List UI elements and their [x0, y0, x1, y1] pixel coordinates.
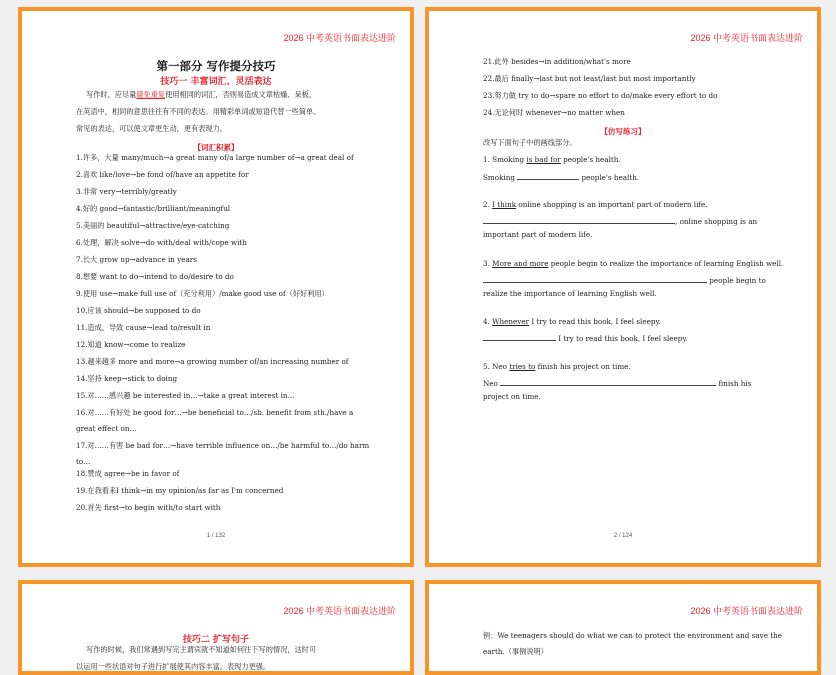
vocab-item: 20.首先 first→to begin with/to start with: [76, 503, 221, 512]
vocab-item: 23.努力做 try to do→spare no effort to do/make every effort to do: [483, 91, 718, 100]
exercise-2-answer: , online shopping is an: [483, 217, 757, 227]
vocab-item: 12.知道 know→come to realize: [76, 340, 186, 349]
vocab-item: 6.处理，解决 solve→do with/deal with/cope with: [76, 238, 247, 247]
body-line: 以运用一些状语对句子进行扩展使其内容丰富，表现力更强。: [76, 662, 271, 671]
highlight-text: 避免重复: [136, 90, 166, 99]
section-subtitle: 技巧二 扩写句子: [182, 635, 250, 645]
vocab-item: 8.想要 want to do→intend to do/desire to do: [76, 272, 234, 281]
vocab-item: great effect on…: [76, 424, 137, 433]
exercise-3-answer-cont: realize the importance of learning English well.: [483, 289, 657, 298]
exercise-3-answer: people begin to: [483, 276, 766, 286]
vocab-item: 7.长大 grow up→advance in years: [76, 255, 197, 264]
page-header: 2026 中考英语书面表达进阶: [283, 33, 396, 43]
vocab-item: 15.对……感兴趣 be interested in…→take a great interest in…: [76, 391, 295, 400]
part-title: 第一部分 写作提分技巧: [156, 59, 276, 73]
body-line: 例：We teenagers should do what we can to protect the environment and save the: [483, 631, 783, 640]
answer-blank[interactable]: [500, 379, 716, 386]
exercise-4-sentence: 4. Whenever I try to read this book, I feel sleepy.: [483, 317, 661, 326]
exercise-2-answer-cont: important part of modern life.: [483, 230, 593, 239]
body-line: 写作的时候，我们常遇到写完主谓宾就不知道如何往下写的情况，这时可: [86, 645, 317, 654]
vocab-item: 18.赞成 agree→be in favor of: [76, 469, 180, 478]
exercise-5-sentence: 5. Neo tries to finish his project on time.: [483, 362, 631, 371]
page-number: 2 / 124: [613, 533, 633, 539]
vocab-item: 5.美丽的 beautiful→attractive/eye-catching: [76, 221, 230, 230]
vocab-item: 17.对……有害 be bad for…→have terrible influence on…/be harmful to…/do harm: [76, 441, 370, 450]
vocab-item: 14.坚持 keep→stick to doing: [76, 374, 178, 383]
exercise-1-sentence: 1. Smoking is bad for people's health.: [483, 155, 621, 164]
vocab-heading: 【词汇积累】: [193, 143, 239, 152]
page-number: 1 / 132: [206, 533, 226, 539]
page-header: 2026 中考英语书面表达进阶: [283, 606, 396, 616]
exercise-5-answer-cont: project on time.: [483, 392, 541, 401]
vocab-item: 9.使用 use→make full use of（充分利用）/make good use of（好好利用）: [76, 289, 329, 298]
section-subtitle: 技巧一 丰富词汇、灵活表达: [160, 77, 272, 87]
vocab-item: 10.应该 should→be supposed to do: [76, 306, 201, 315]
page-header: 2026 中考英语书面表达进阶: [690, 33, 803, 43]
vocab-item: 11.造成，导致 cause→lead to/result in: [76, 323, 211, 332]
vocab-item: to…: [76, 457, 91, 466]
vocab-item: 24.无论何时 whenever→no matter when: [483, 108, 625, 117]
vocab-item: 16.对……有好处 be good for…→be beneficial to…/sb. benefit from sth./have a: [76, 408, 354, 417]
answer-blank[interactable]: [517, 173, 579, 180]
intro-line-3: 常见的表达，可以使文章更生动，更有表现力。: [76, 124, 227, 133]
vocab-item: 19.在我看来I think→in my opinion/as far as I'm concerned: [76, 486, 284, 495]
exercise-5-answer: Neo finish his: [483, 379, 752, 388]
intro-line-2: 在英语中，相同的意思往往有不同的表达。用精彩单词或短语代替一些简单、: [76, 107, 321, 116]
document-page-3: [18, 580, 414, 675]
vocab-item: 4.好的 good→fantastic/brilliant/meaningful: [76, 204, 231, 213]
vocab-item: 13.越来越多 more and more→a growing number of/an increasing number of: [76, 357, 349, 366]
exercise-3-sentence: 3. More and more people begin to realize the importance of learning English well.: [483, 259, 784, 268]
vocab-item: 2.喜欢 like/love→be fond of/have an appetite for: [76, 170, 249, 179]
instruction-text: 改写下面句子中的画线部分。: [483, 138, 577, 147]
document-page-4: [425, 580, 821, 675]
answer-blank[interactable]: [483, 217, 675, 224]
vocab-item: 21.此外 besides→in addition/what's more: [483, 57, 631, 66]
answer-blank[interactable]: [483, 334, 556, 341]
intro-line-1: 写作时，应尽量避免重复使用相同的词汇，否则易造成文章枯燥、呆板。: [86, 90, 317, 99]
document-page-1: [18, 7, 414, 567]
vocab-item: 1.许多，大量 many/much→a great many of/a large number of→a great deal of: [76, 153, 354, 162]
document-page-2: [425, 7, 821, 567]
exercise-1-answer: Smoking people's health.: [483, 173, 640, 182]
vocab-item: 22.最后 finally→last but not least/last but most importantly: [483, 74, 696, 83]
page-header: 2026 中考英语书面表达进阶: [690, 606, 803, 616]
exercise-4-answer: I try to read this book, I feel sleepy.: [483, 334, 688, 344]
vocab-item: 3.非常 very→terribly/greatly: [76, 187, 177, 196]
body-line: earth.（事例说明）: [483, 647, 548, 656]
practice-heading: 【仿写练习】: [600, 127, 646, 136]
answer-blank[interactable]: [483, 276, 707, 283]
exercise-2-sentence: 2. I think online shopping is an important part of modern life.: [483, 200, 708, 209]
